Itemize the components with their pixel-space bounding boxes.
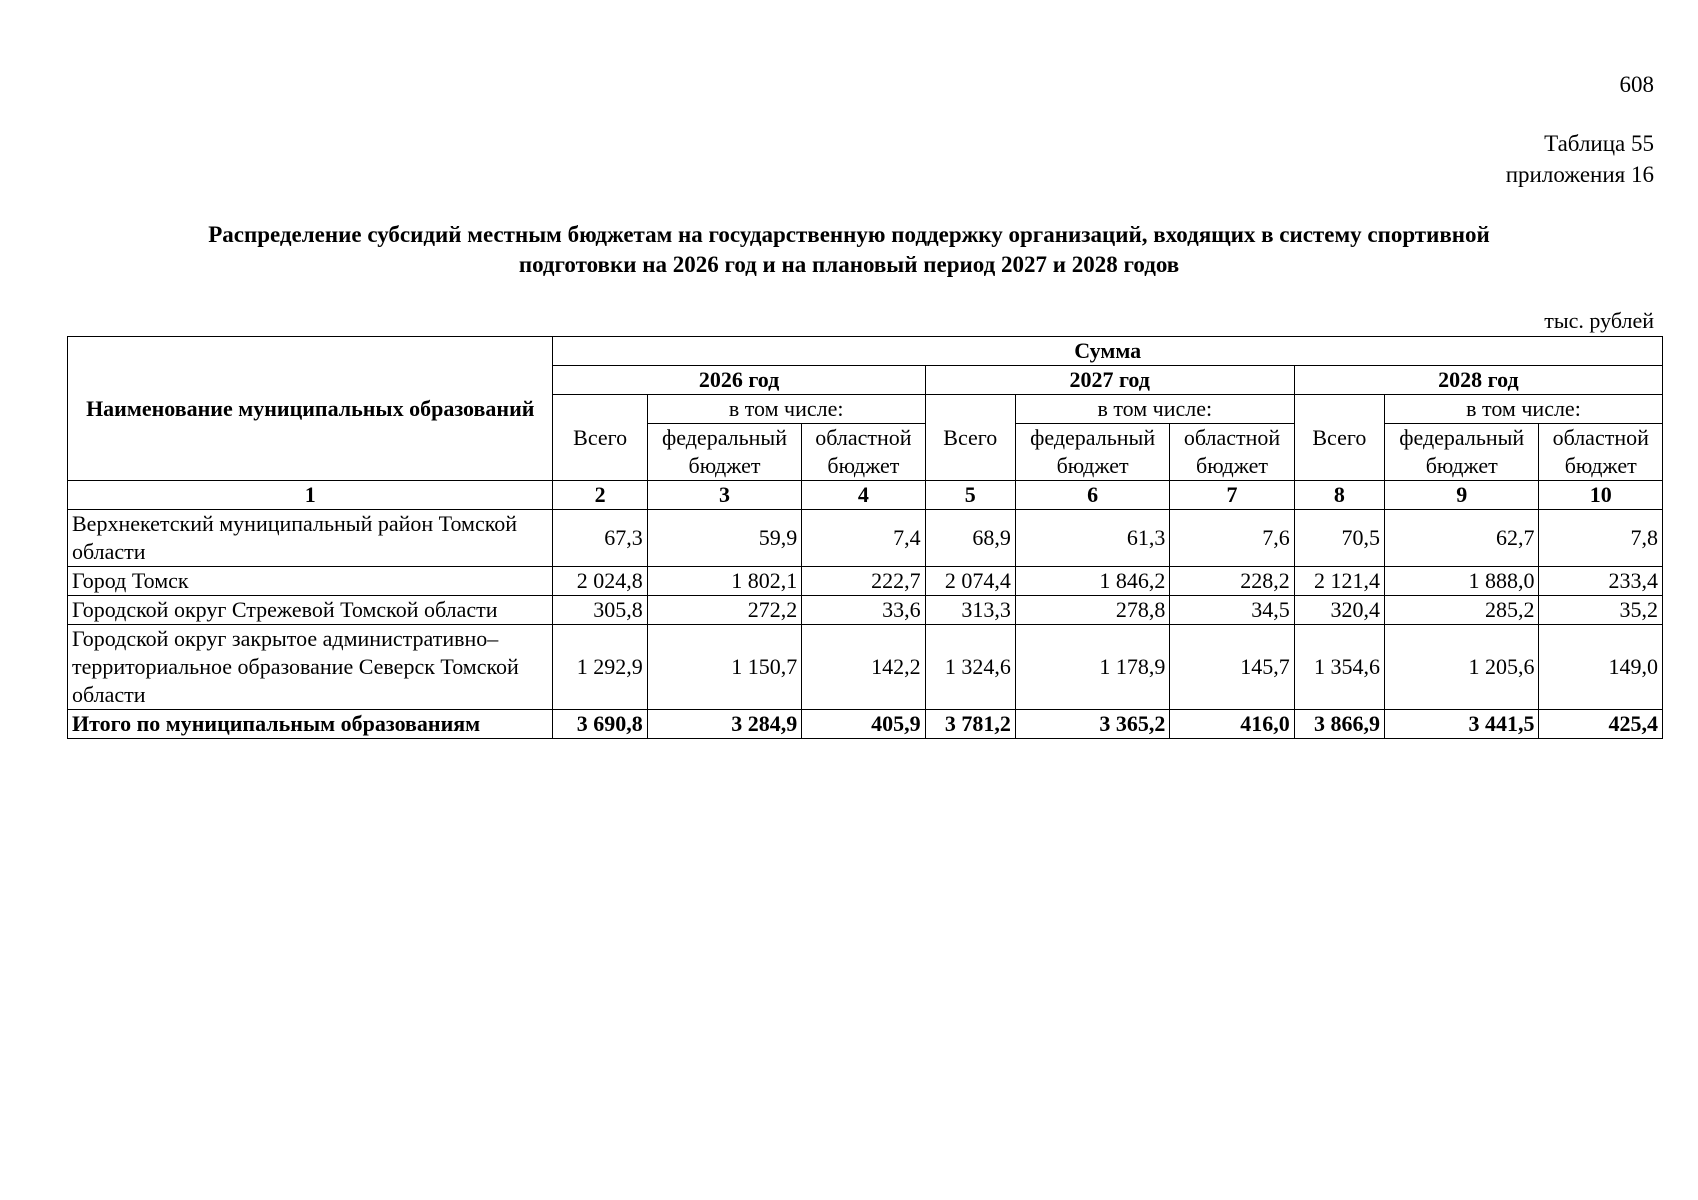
table-number: Таблица 55 — [1544, 131, 1654, 156]
value-cell: 67,3 — [553, 510, 647, 567]
table-row — [68, 510, 1663, 567]
municipality-name: Верхнекетский муниципальный район Томской области — [68, 510, 553, 567]
table-row — [68, 596, 1663, 625]
value-cell: 145,7 — [1170, 625, 1294, 710]
table-reference — [1506, 128, 1654, 190]
including-header-2028: в том числе: — [1384, 395, 1662, 424]
column-index-row — [68, 481, 1663, 510]
value-cell: 7,6 — [1170, 510, 1294, 567]
value-cell: 149,0 — [1539, 625, 1663, 710]
value-cell: 33,6 — [802, 596, 925, 625]
value-cell: 1 354,6 — [1294, 625, 1384, 710]
value-cell: 34,5 — [1170, 596, 1294, 625]
year-header-2026: 2026 год — [553, 366, 925, 395]
table-body — [68, 510, 1663, 739]
column-index: 9 — [1384, 481, 1538, 510]
municipality-name: Город Томск — [68, 567, 553, 596]
year-header-2027: 2027 год — [925, 366, 1294, 395]
value-cell: 285,2 — [1384, 596, 1538, 625]
column-index: 1 — [68, 481, 553, 510]
value-cell: 320,4 — [1294, 596, 1384, 625]
column-index: 10 — [1539, 481, 1663, 510]
including-header-2026: в том числе: — [647, 395, 925, 424]
value-cell: 62,7 — [1384, 510, 1538, 567]
value-cell: 228,2 — [1170, 567, 1294, 596]
municipality-name: Городской округ Стрежевой Томской области — [68, 596, 553, 625]
value-cell: 233,4 — [1539, 567, 1663, 596]
sum-header: Сумма — [553, 337, 1663, 366]
total-value-cell: 3 365,2 — [1015, 710, 1169, 739]
total-label: Итого по муниципальным образованиям — [68, 710, 553, 739]
column-index: 3 — [647, 481, 801, 510]
total-header-2028: Всего — [1294, 395, 1384, 481]
units-label: тыс. рублей — [1544, 308, 1654, 333]
value-cell: 1 178,9 — [1015, 625, 1169, 710]
total-value-cell: 3 441,5 — [1384, 710, 1538, 739]
regional-header-2028: областной бюджет — [1539, 424, 1663, 481]
total-value-cell: 3 866,9 — [1294, 710, 1384, 739]
total-value-cell: 3 690,8 — [553, 710, 647, 739]
value-cell: 1 846,2 — [1015, 567, 1169, 596]
total-header-2027: Всего — [925, 395, 1015, 481]
total-value-cell: 3 781,2 — [925, 710, 1015, 739]
total-row — [68, 710, 1663, 739]
column-index: 6 — [1015, 481, 1169, 510]
value-cell: 1 802,1 — [647, 567, 801, 596]
table-row — [68, 567, 1663, 596]
value-cell: 70,5 — [1294, 510, 1384, 567]
value-cell: 1 150,7 — [647, 625, 801, 710]
total-value-cell: 405,9 — [802, 710, 925, 739]
value-cell: 1 888,0 — [1384, 567, 1538, 596]
regional-header-2027: областной бюджет — [1170, 424, 1294, 481]
total-header-2026: Всего — [553, 395, 647, 481]
appendix-reference: приложения 16 — [1505, 162, 1654, 187]
column-index: 4 — [802, 481, 925, 510]
municipality-name: Городской округ закрытое административно–территориальное образование Северск Томской области — [68, 625, 553, 710]
total-value-cell: 425,4 — [1539, 710, 1663, 739]
value-cell: 61,3 — [1015, 510, 1169, 567]
including-header-2027: в том числе: — [1015, 395, 1294, 424]
column-index: 8 — [1294, 481, 1384, 510]
value-cell: 2 024,8 — [553, 567, 647, 596]
value-cell: 1 205,6 — [1384, 625, 1538, 710]
federal-header-2026: федеральный бюджет — [647, 424, 801, 481]
value-cell: 7,8 — [1539, 510, 1663, 567]
federal-header-2028: федеральный бюджет — [1384, 424, 1538, 481]
document-title — [100, 220, 1598, 280]
column-index: 2 — [553, 481, 647, 510]
name-column-header: Наименование муниципальных образований — [68, 337, 553, 481]
table-header — [68, 337, 1663, 510]
total-value-cell: 416,0 — [1170, 710, 1294, 739]
title-line-1: Распределение субсидий местным бюджетам на государственную поддержку организаций, входящих в систему спортивной — [208, 222, 1490, 247]
value-cell: 35,2 — [1539, 596, 1663, 625]
title-line-2: подготовки на 2026 год и на плановый период 2027 и 2028 годов — [518, 252, 1180, 277]
value-cell: 305,8 — [553, 596, 647, 625]
value-cell: 1 324,6 — [925, 625, 1015, 710]
year-header-2028: 2028 год — [1294, 366, 1662, 395]
value-cell: 222,7 — [802, 567, 925, 596]
total-value-cell: 3 284,9 — [647, 710, 801, 739]
value-cell: 68,9 — [925, 510, 1015, 567]
column-index: 5 — [925, 481, 1015, 510]
table-row — [68, 625, 1663, 710]
column-index: 7 — [1170, 481, 1294, 510]
subsidy-table — [67, 336, 1663, 739]
value-cell: 2 074,4 — [925, 567, 1015, 596]
value-cell: 313,3 — [925, 596, 1015, 625]
value-cell: 272,2 — [647, 596, 801, 625]
federal-header-2027: федеральный бюджет — [1015, 424, 1169, 481]
value-cell: 1 292,9 — [553, 625, 647, 710]
value-cell: 7,4 — [802, 510, 925, 567]
regional-header-2026: областной бюджет — [802, 424, 925, 481]
value-cell: 142,2 — [802, 625, 925, 710]
value-cell: 2 121,4 — [1294, 567, 1384, 596]
page-number: 608 — [1619, 72, 1654, 97]
value-cell: 278,8 — [1015, 596, 1169, 625]
value-cell: 59,9 — [647, 510, 801, 567]
